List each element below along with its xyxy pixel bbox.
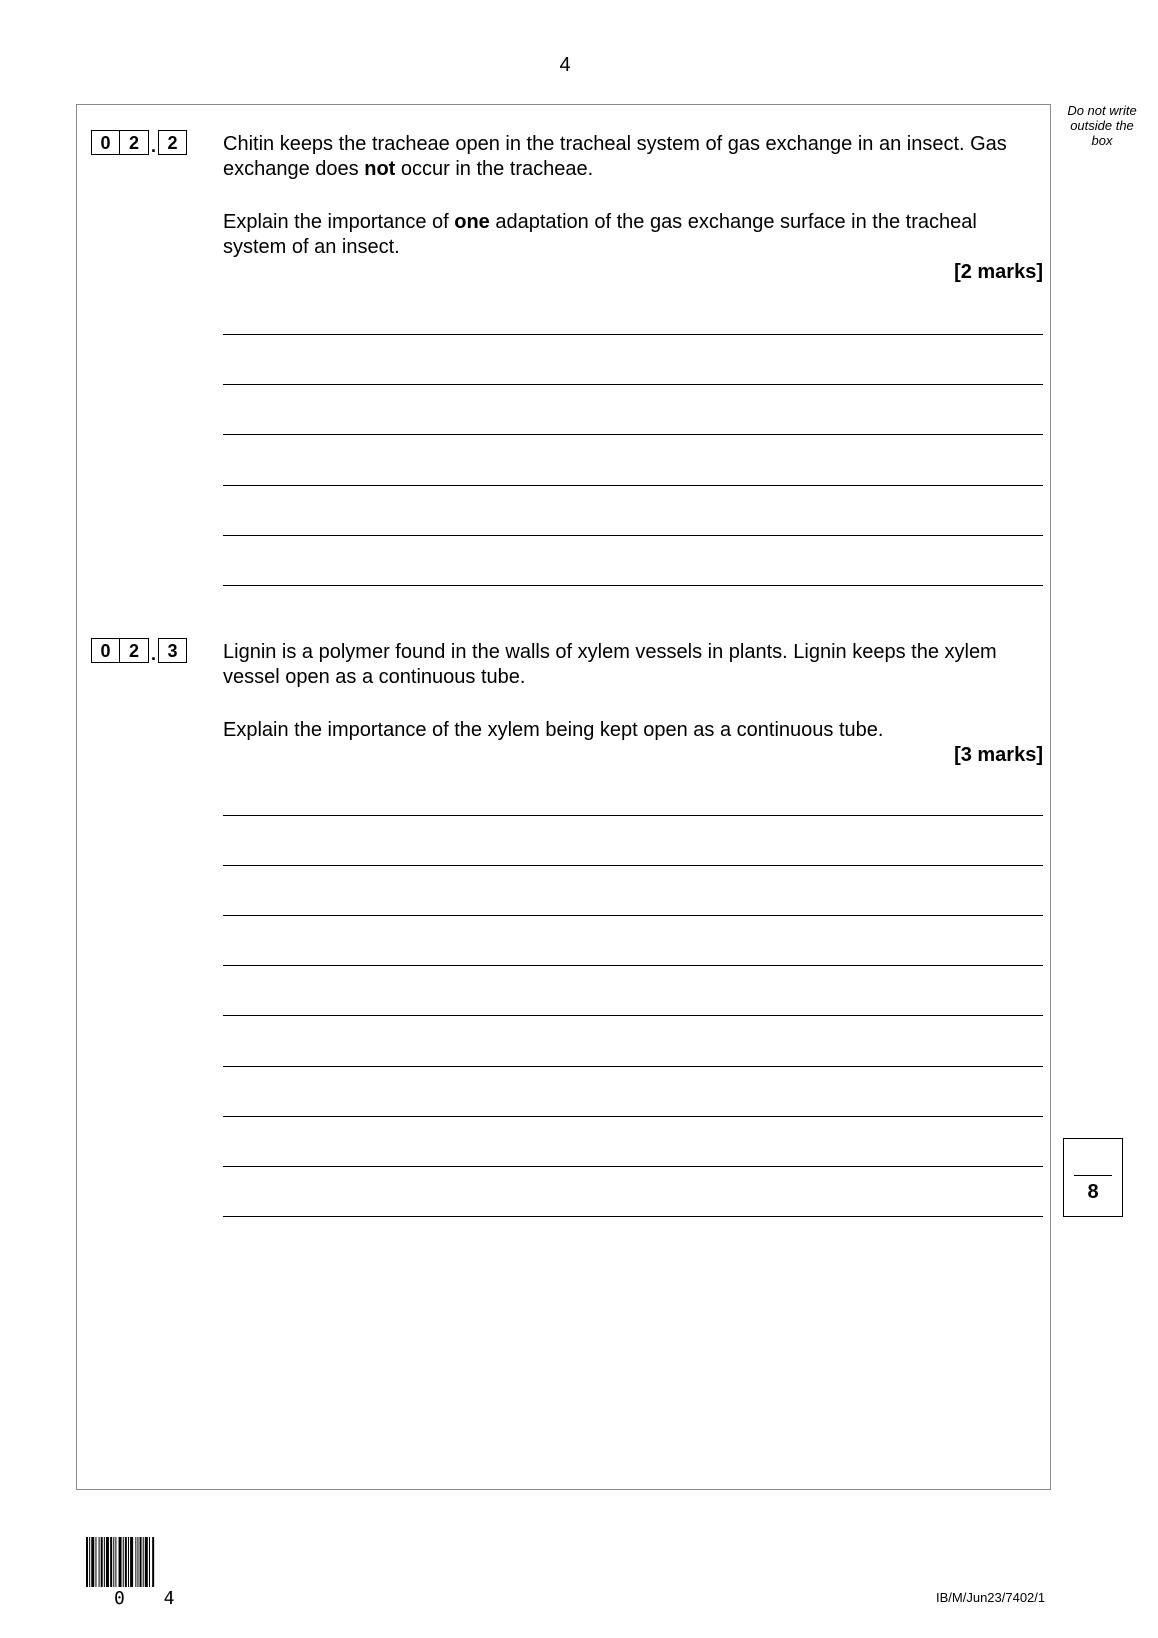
question-number-02-2 bbox=[91, 130, 187, 155]
answer-line[interactable] bbox=[223, 535, 1043, 536]
question-number-02-3 bbox=[91, 638, 187, 663]
answer-line[interactable] bbox=[223, 815, 1043, 816]
answer-line[interactable] bbox=[223, 1116, 1043, 1117]
question-text-02-3 bbox=[223, 640, 1043, 768]
answer-line[interactable] bbox=[223, 434, 1043, 435]
answer-line[interactable] bbox=[223, 1066, 1043, 1067]
barcode-number: 0 4 bbox=[114, 1588, 189, 1609]
answer-line[interactable] bbox=[223, 1216, 1043, 1217]
question-digit: 2 bbox=[158, 130, 187, 155]
question-dot: . bbox=[150, 135, 156, 156]
question-digit: 0 bbox=[91, 638, 120, 663]
answer-line[interactable] bbox=[223, 485, 1043, 486]
barcode bbox=[86, 1537, 192, 1587]
question-paragraph bbox=[223, 718, 1043, 743]
question-dot: . bbox=[150, 643, 156, 664]
content-box bbox=[76, 104, 1051, 1490]
question-text-segment: Chitin keeps the tracheae open in the tracheal system of gas exchange in an insect. Gas exchange does bbox=[223, 133, 1007, 180]
score-total: 8 bbox=[1087, 1181, 1099, 1203]
question-text-segment: occur in the tracheae. bbox=[395, 158, 594, 180]
question-text-segment: Explain the importance of the xylem being kept open as a continuous tube. bbox=[223, 719, 884, 741]
question-paragraph bbox=[223, 210, 1043, 260]
answer-line[interactable] bbox=[223, 915, 1043, 916]
marks-label: [2 marks] bbox=[954, 261, 1043, 283]
margin-note: Do not write outside the box bbox=[1067, 103, 1137, 148]
marks-label: [3 marks] bbox=[954, 744, 1043, 766]
answer-line[interactable] bbox=[223, 1166, 1043, 1167]
answer-line[interactable] bbox=[223, 384, 1043, 385]
answer-line[interactable] bbox=[223, 585, 1043, 586]
question-digit: 2 bbox=[120, 130, 149, 155]
answer-line[interactable] bbox=[223, 865, 1043, 866]
score-divider bbox=[1074, 1175, 1112, 1176]
score-box bbox=[1063, 1138, 1123, 1217]
question-text-segment: Lignin is a polymer found in the walls of xylem vessels in plants. Lignin keeps the xylem vessel open as a continuous tube. bbox=[223, 641, 997, 688]
question-text-segment: adaptation of the gas exchange surface in the tracheal system of an insect. bbox=[223, 211, 977, 258]
question-digit: 2 bbox=[120, 638, 149, 663]
question-text-segment: Explain the importance of bbox=[223, 211, 455, 233]
emphasis-text: one bbox=[454, 211, 490, 233]
page-number: 4 bbox=[559, 54, 571, 76]
footer-reference: IB/M/Jun23/7402/1 bbox=[936, 1590, 1046, 1605]
question-text-02-2 bbox=[223, 132, 1043, 285]
answer-line[interactable] bbox=[223, 334, 1043, 335]
answer-line[interactable] bbox=[223, 965, 1043, 966]
question-digit: 3 bbox=[158, 638, 187, 663]
question-paragraph bbox=[223, 640, 1043, 690]
answer-line[interactable] bbox=[223, 1015, 1043, 1016]
question-paragraph bbox=[223, 132, 1043, 182]
emphasis-text: not bbox=[364, 158, 396, 180]
question-digit: 0 bbox=[91, 130, 120, 155]
